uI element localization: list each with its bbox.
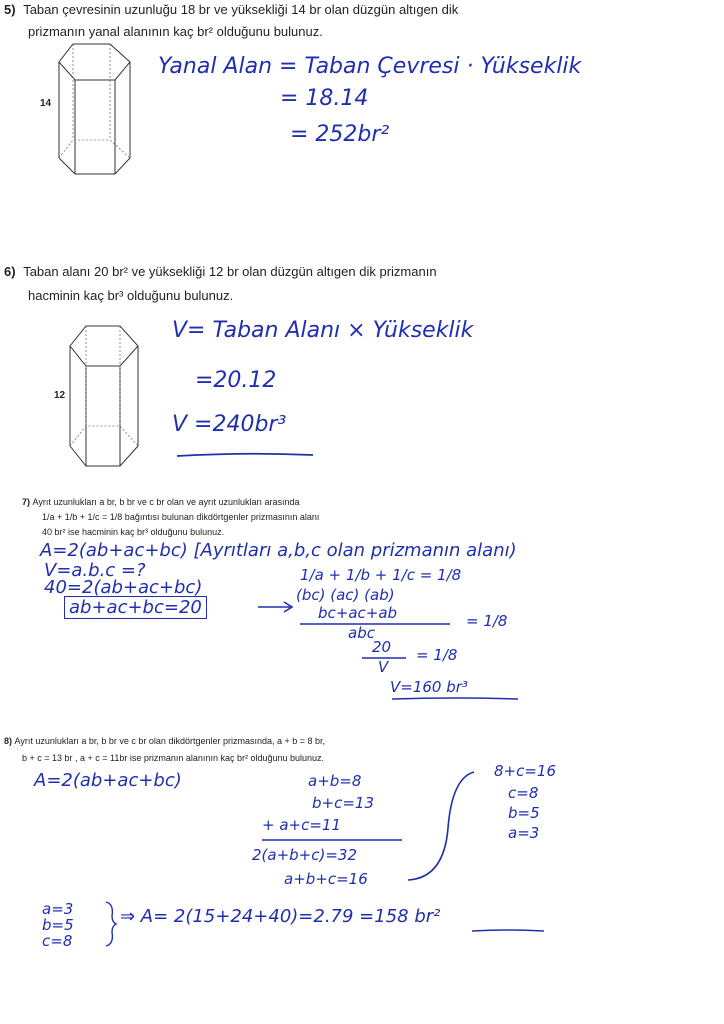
q8-text-line1: Ayrıt uzunlukları a br, b br ve c br olan dikdörtgenler prizmasında, a + b = 8 br, bbox=[14, 736, 326, 746]
q8-bracket bbox=[404, 768, 474, 888]
q5-hexagonal-prism bbox=[55, 40, 145, 180]
q8-final-underline bbox=[470, 928, 546, 934]
q8-step2: c=8 bbox=[508, 784, 539, 802]
q7-text-line3: 40 br² ise hacminin kaç br³ olduğunu bulunuz. bbox=[42, 527, 225, 537]
q7-number: 7) bbox=[22, 497, 31, 507]
q5-height-label: 14 bbox=[40, 98, 52, 109]
q7-subst-denominator: V bbox=[378, 658, 389, 676]
q5-work-line2: = 18.14 bbox=[280, 86, 369, 111]
q8-value-c: c=8 bbox=[42, 932, 73, 950]
q7-work-boxed: ab+ac+bc=20 bbox=[64, 596, 207, 619]
q8-final-answer: ⇒ A= 2(15+24+40)=2.79 =158 br² bbox=[120, 906, 441, 927]
q7-fraction-bar1 bbox=[300, 622, 450, 626]
q5-line1 bbox=[4, 2, 458, 17]
q7-combined-rhs: = 1/8 bbox=[466, 612, 508, 630]
q5-work-line1: Yanal Alan = Taban Çevresi · Yükseklik bbox=[158, 54, 582, 79]
q7-fraction-sum: 1/a + 1/b + 1/c = 1/8 bbox=[300, 566, 462, 584]
q7-answer-underline bbox=[390, 696, 520, 702]
q7-combined-denominator: abc bbox=[348, 624, 375, 642]
q5-work-line3: = 252br² bbox=[290, 122, 390, 147]
q8-work-formula: A=2(ab+ac+bc) bbox=[34, 770, 182, 791]
q6-number: 6) bbox=[4, 264, 16, 279]
q8-brace bbox=[104, 900, 116, 948]
q6-work-line3: V =240br³ bbox=[172, 412, 287, 437]
q8-value-a: a=3 bbox=[42, 900, 74, 918]
q8-step3: b=5 bbox=[508, 804, 540, 822]
q8-sum-line bbox=[262, 838, 402, 842]
q5-text-line1: Taban çevresinin uzunluğu 18 br ve yüksekliği 14 br olan düzgün altıgen dik bbox=[23, 2, 459, 17]
q7-text-line2: 1/a + 1/b + 1/c = 1/8 bağıntısı bulunan dikdörtgenler prizmasının alanı bbox=[42, 512, 320, 522]
q6-text-line2: hacminin kaç br³ olduğunu bulunuz. bbox=[28, 288, 234, 303]
q8-eq2: b+c=13 bbox=[312, 794, 374, 812]
q7-subst-numerator: 20 bbox=[372, 638, 392, 656]
q7-subst-rhs: = 1/8 bbox=[416, 646, 458, 664]
q8-value-b: b=5 bbox=[42, 916, 74, 934]
q8-number: 8) bbox=[4, 736, 13, 746]
q6-text-line1: Taban alanı 20 br² ve yüksekliği 12 br olan düzgün altıgen dik prizmanın bbox=[23, 264, 437, 279]
q7-combined-numerator: bc+ac+ab bbox=[318, 604, 398, 622]
q7-work-line1: A=2(ab+ac+bc) [Ayrıtları a,b,c olan prizmanın alanı) bbox=[40, 540, 517, 561]
q6-height-label: 12 bbox=[54, 390, 66, 401]
q5-number: 5) bbox=[4, 2, 16, 17]
q8-eq4: 2(a+b+c)=32 bbox=[252, 846, 357, 864]
q6-work-line2: =20.12 bbox=[195, 368, 277, 393]
q7-text-line1: Ayrıt uzunlukları a br, b br ve c br olan ve ayrıt uzunlukları arasında bbox=[32, 497, 300, 507]
q8-text-line2: b + c = 13 br , a + c = 11br ise prizmanın alanının kaç br² olduğunu bulunuz. bbox=[22, 753, 325, 763]
q6-hexagonal-prism bbox=[68, 322, 148, 472]
q8-step4: a=3 bbox=[508, 824, 540, 842]
q7-work-line3: 40=2(ab+ac+bc) bbox=[44, 577, 203, 598]
q6-underline bbox=[175, 450, 315, 460]
q6-line1 bbox=[4, 264, 437, 279]
q8-eq1: a+b=8 bbox=[308, 772, 362, 790]
q7-line1 bbox=[22, 497, 300, 507]
q8-step1: 8+c=16 bbox=[494, 762, 557, 780]
q7-work-line2: V=a.b.c =? bbox=[44, 560, 146, 581]
q8-line1 bbox=[4, 736, 325, 746]
q8-eq5: a+b+c=16 bbox=[284, 870, 368, 888]
q6-work-line1: V= Taban Alanı × Yükseklik bbox=[172, 318, 474, 343]
q7-arrow bbox=[256, 600, 296, 614]
q8-eq3: + a+c=11 bbox=[262, 816, 341, 834]
q5-text-line2: prizmanın yanal alanının kaç br² olduğunu bulunuz. bbox=[28, 24, 323, 39]
q7-denominators: (bc) (ac) (ab) bbox=[296, 586, 395, 604]
q7-answer: V=160 br³ bbox=[390, 678, 468, 696]
